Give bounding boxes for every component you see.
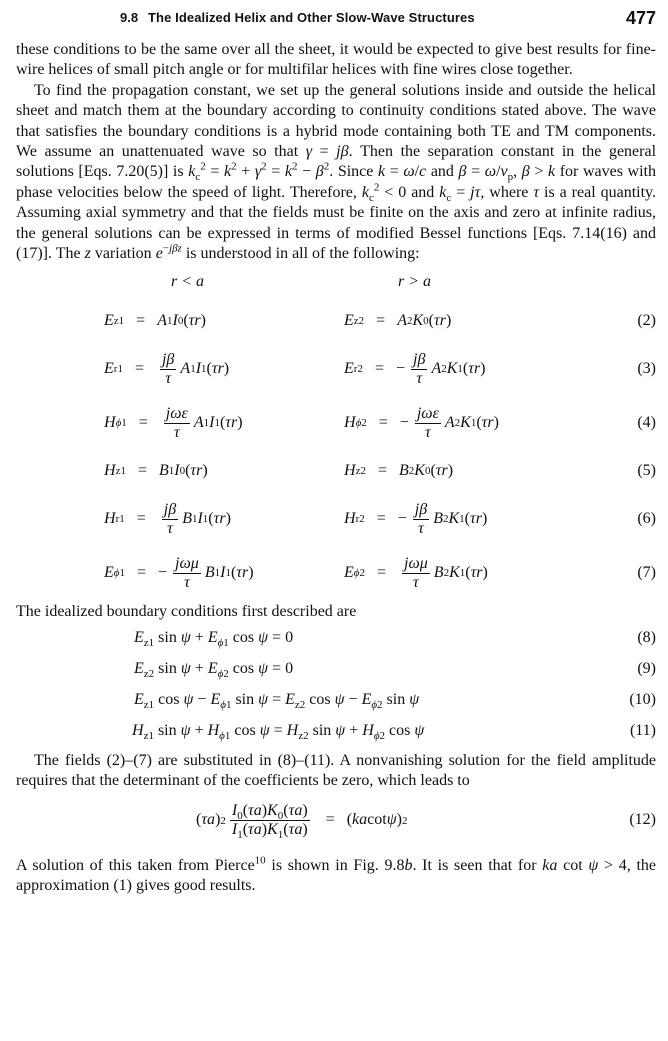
equation-9: $E_{z2}$ $\sin \psi + E_{\phi 2}$ cos ψ = 0 (9) bbox=[16, 654, 656, 685]
paragraph-5: A solution of this taken from Pierce$^{10}$ is shown in Fig. 9.8b. It is seen that for ka cot ψ > 4, the approximation (1) gives good results. bbox=[16, 854, 656, 895]
paragraph-1: these conditions to be the same over all the sheet, it would be expected to give best results for fine-wire helices of small pitch angle or for multifilar helices with fine wires close together. bbox=[16, 41, 656, 79]
inside-region-label: r < a bbox=[171, 273, 205, 291]
running-header bbox=[120, 8, 656, 30]
equation-8: $E_{z1}$ $\sin \psi + E_{\phi 1}$ cos ψ = 0 (8) bbox=[16, 623, 656, 654]
equation-number: (5) bbox=[637, 462, 656, 480]
equation-11: $H_{z1}$ $\sin \psi + H_{\phi 1}$ $\cos \psi = H_{z2}$ $\sin \psi + H_{\phi 2}$ cos ψ (11) bbox=[16, 716, 656, 747]
equation-2: E z1 = A 1 I 0 ( τr ) E z2 = A 2 K 0 ( τr ) (2) bbox=[16, 300, 656, 342]
running-title: The Idealized Helix and Other Slow-Wave Structures bbox=[148, 10, 475, 25]
region-headings bbox=[16, 264, 656, 300]
equation-number: (3) bbox=[637, 360, 656, 378]
reference-marker: 10 bbox=[254, 854, 266, 867]
section-number: 9.8 bbox=[120, 10, 139, 25]
equation-3: E r1 = $\frac{j\beta}{\tau}$ A 1 I 1 ( τr ) E r2 = − $\frac{j\beta}{\tau}$ A 2 K 1 ( τr ) (3) bbox=[16, 342, 656, 396]
equation-number: (6) bbox=[637, 510, 656, 528]
equation-number: (7) bbox=[637, 564, 656, 582]
page-number: 477 bbox=[625, 8, 656, 28]
equation-4: H ϕ1 = $\frac{\text{jωε}}{\tau}$ A 1 I 1 ( τr ) H ϕ2 = − $\frac{\text{jωε}}{\tau}$ A 2 K 1 ( τr ) (4) bbox=[16, 396, 656, 450]
paragraph-2: To find the propagation constant, we set up the general solutions inside and outside the helical sheet and match them at the boundary according to continuity conditions stated above. The wave that satisfies the boundary conditions is a hybrid mode containing both TE and TM components. We assume an unattenuated wave so that γ = jβ. Then the separation constant in the general solutions [Eqs. 7.20(5)] is $k_c^2 = k^2 + \gamma^2 = k^2 - \beta^2$. Since k = ω/c and $\beta = \omega/v_p$, β > k for waves with phase velocities below the speed of light. Therefore, $k_c^2 < 0$ and $k_c = j\tau$, where τ is a real quantity. Assuming axial symmetry and that the fields must be finite on the axis and zero at infinite radius, the general solutions can be expressed in terms of modified Bessel functions [Eqs. 7.14(16) and (17)]. The z variation $e^{-j\beta z}$ is understood in all of the following: bbox=[16, 81, 657, 263]
paragraph-3: The idealized boundary conditions first described are bbox=[16, 603, 357, 621]
equation-number: (2) bbox=[637, 312, 656, 330]
equation-10: $E_{z1}$ $\cos \psi - E_{\phi 1}$ $\sin \psi = E_{z2}$ $\cos \psi - E_{\phi 2}$ sin ψ (10) bbox=[16, 685, 656, 716]
equation-number: (4) bbox=[637, 414, 656, 432]
page-body bbox=[16, 40, 656, 897]
equation-6: H r1 = $\frac{j\beta}{\tau}$ B 1 I 1 ( τr ) H r2 = − $\frac{j\beta}{\tau}$ B 2 K 1 ( τr ) (6) bbox=[16, 492, 656, 546]
equation-number: (12) bbox=[629, 811, 656, 829]
equation-number: (9) bbox=[637, 660, 656, 678]
equation-number: (10) bbox=[629, 691, 656, 709]
paragraph-4: The fields (2)–(7) are substituted in (8)–(11). A nonvanishing solution for the field amplitude requires that the determinant of the coefficients be zero, which leads to bbox=[16, 751, 656, 790]
equation-12: ( τa ) 2 $\frac{I_0(\tau a)K_0(\tau a)}{I_1(\tau a)K_1(\tau a)}$ = ( ka cot ψ ) 2 (12) bbox=[16, 792, 656, 850]
outside-region-label: r > a bbox=[398, 273, 432, 291]
equation-number: (8) bbox=[637, 629, 656, 647]
equation-5: H z1 = B 1 I 0 ( τr ) H z2 = B 2 K 0 ( τr ) (5) bbox=[16, 450, 656, 492]
equation-7: E ϕ1 = − $\frac{\text{jωμ}}{\tau}$ B 1 I 1 ( τr ) E ϕ2 = $\frac{\text{jωμ}}{\tau}$ B 2 K 1 ( τr ) (7) bbox=[16, 546, 656, 600]
equation-number: (11) bbox=[629, 722, 656, 740]
